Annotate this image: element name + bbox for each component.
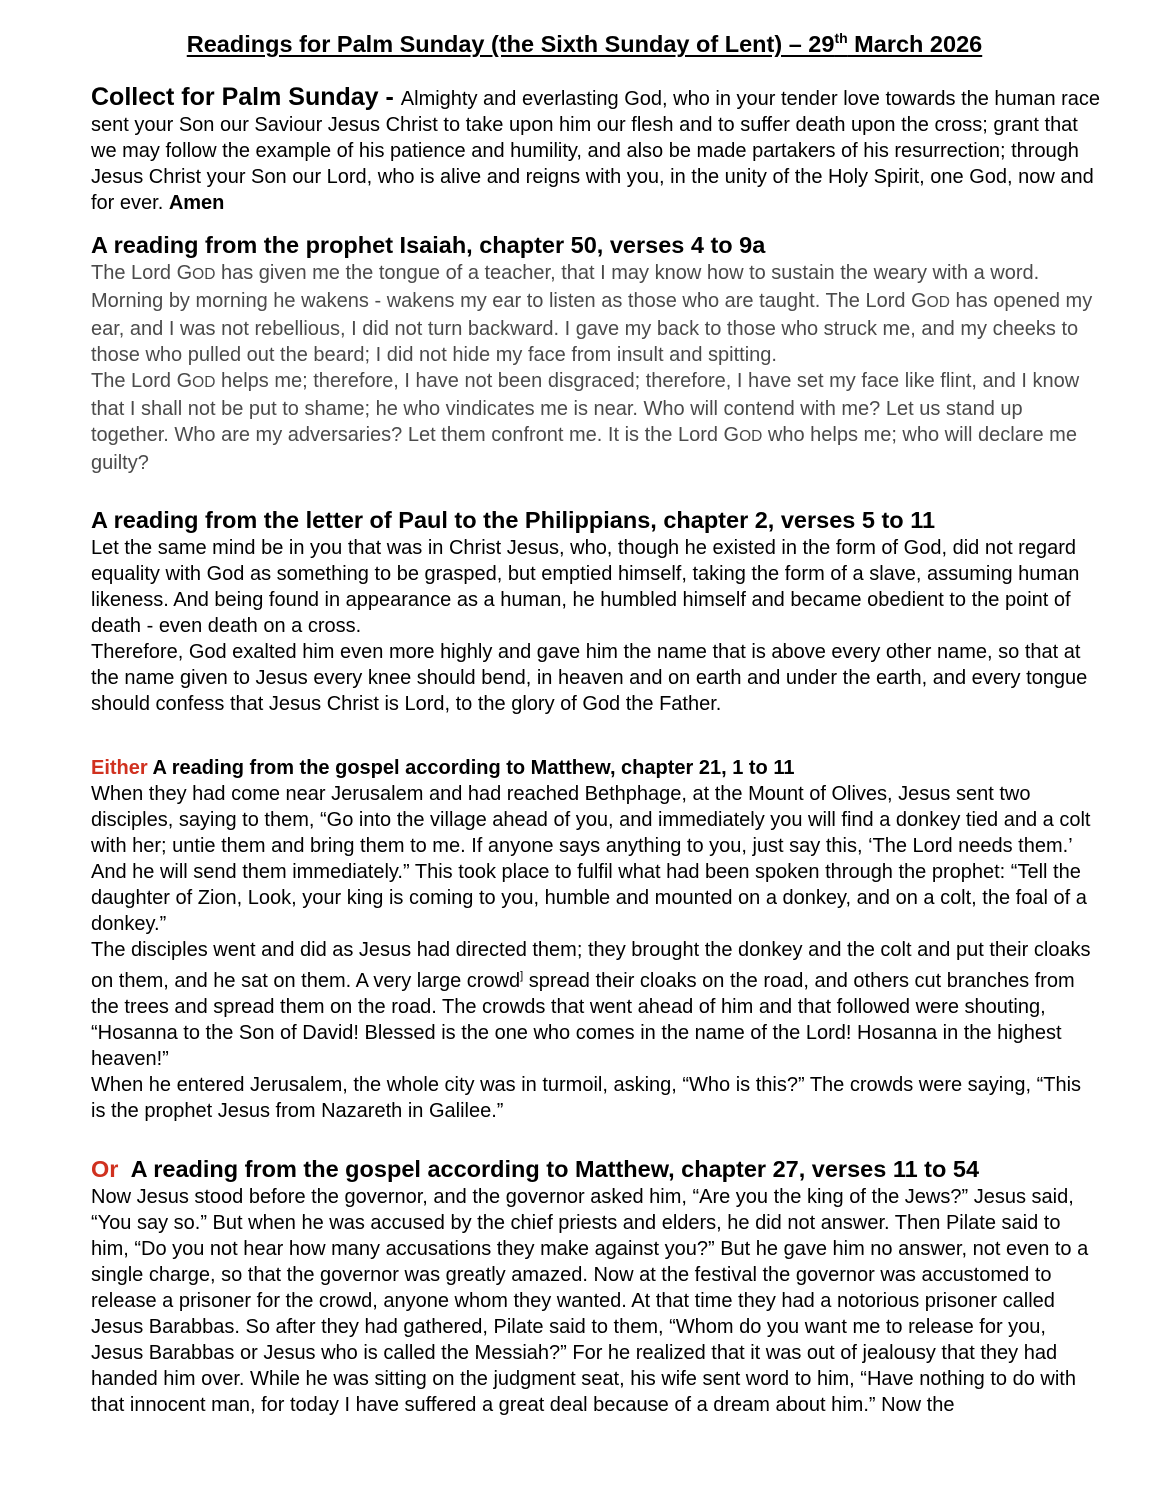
- god-smallcaps: OD: [739, 428, 763, 445]
- philippians-heading: A reading from the letter of Paul to the Philippians, chapter 2, verses 5 to 11: [91, 507, 936, 533]
- matthew21-heading: [91, 755, 1101, 781]
- matthew21-paragraph-1: When they had come near Jerusalem and had reached Bethphage, at the Mount of Olives, Jesus sent two disciples, saying to them, “Go into the village ahead of you, and immediately you will find a donkey tied and a colt with her; untie them and bring them to me. If anyone says anything to you, just say this, ‘The Lord needs them.’ And he will send them immediately.” This took place to fulfil what had been spoken through the prophet: “Tell the daughter of Zion, Look, your king is coming to you, humble and mounted on a donkey, and on a colt, the foal of a donkey.”: [91, 783, 1091, 935]
- isaiah-text: has given me the tongue of a teacher, that I may know how to sustain the weary with a word. Morning by morning he wakens - wakens my ear to listen as those who are taught. The: [91, 262, 1040, 312]
- isaiah-paragraph-1: [91, 260, 1101, 368]
- either-label: Either: [91, 757, 148, 779]
- isaiah-section: [91, 230, 1101, 476]
- philippians-paragraph-1: Let the same mind be in you that was in Christ Jesus, who, though he existed in the form of God, did not regard equality with God as something to be grasped, but emptied himself, taking the form of a slave, assuming human likeness. And being found in appearance as a human, he humbled himself and became obedient to the point of death - even death on a cross.: [91, 537, 1080, 637]
- or-label: Or: [91, 1156, 119, 1182]
- lord-text: Lord G: [677, 424, 740, 446]
- matthew27-paragraph-1: Now Jesus stood before the governor, and the governor asked him, “Are you the king of the Jews?” Jesus said, “You say so.” But when he was accused by the chief priests and elders, he did not answer. Then Pilate said to him, “Do you not hear how many accusations they make against you?” But he gave him no answer, not even to a single charge, so that the governor was greatly amazed. Now at the festival the governor was accustomed to release a prisoner for the crowd, anyone whom they wanted. At that time they had a notorious prisoner called Jesus Barabbas. So after they had gathered, Pilate said to them, “Whom do you want me to release for you, Jesus Barabbas or Jesus who is called the Messiah?” For he realized that it was out of jealousy that they had handed him over. While he was sitting on the judgment seat, his wife sent word to him, “Have nothing to do with that innocent man, for today I have suffered a great deal because of a dream about him.” Now the: [91, 1186, 1089, 1416]
- collect-paragraph: [91, 84, 1101, 216]
- lord-text: Lord G: [865, 290, 927, 312]
- readings-content: [91, 84, 1101, 1418]
- footnote-mark: ]: [520, 970, 524, 982]
- matthew21-section: [91, 755, 1101, 1124]
- collect-text: Almighty and everlasting God, who in your tender love towards the human race sent your Son our Saviour Jesus Christ to take upon him our flesh and to suffer death upon the cross; grant that we may follow the example of his patience and humility, and also be made partakers of his resurrection; through Jesus Christ your Son our Lord, who is alive and reigns with you, in the unity of the Holy Spirit, one God, now and for ever.: [91, 88, 1101, 214]
- matthew27-heading: [91, 1154, 1101, 1184]
- matthew27-heading-text: A reading from the gospel according to Matthew, chapter 27, verses 11 to 54: [118, 1156, 980, 1182]
- isaiah-text: who helps me; who will declare me guilty?: [91, 424, 1077, 474]
- title-text: Readings for Palm Sunday (the Sixth Sunday of Lent) – 29: [186, 30, 835, 57]
- isaiah-paragraph-2: [91, 368, 1101, 476]
- god-smallcaps: OD: [926, 294, 950, 311]
- lord-text: The Lord G: [91, 262, 193, 284]
- collect-heading: Collect for Palm Sunday -: [91, 83, 401, 111]
- title-superscript: th: [834, 30, 848, 46]
- matthew21-heading-text: A reading from the gospel according to Matthew, chapter 21, 1 to 11: [147, 757, 795, 779]
- god-smallcaps: OD: [192, 266, 216, 283]
- isaiah-text: has opened my ear, and I was not rebellious, I did not turn backward. I gave my back to those who struck me, and my cheeks to those who pulled out the beard; I did not hide my face from insult and spitting.: [91, 290, 1093, 366]
- collect-amen: Amen: [168, 192, 225, 214]
- matthew27-section: [91, 1154, 1101, 1418]
- isaiah-text: helps me; therefore, I have not been disgraced; therefore, I have set my face like flint, and I know that I shall not be put to shame; he who vindicates me is near. Who will contend with me? Let us stand up together. Who are my adversaries? Let them confront me. It is the: [91, 370, 1080, 446]
- matthew21-paragraph-2: [91, 937, 1101, 1072]
- matthew21-paragraph-3: When he entered Jerusalem, the whole city was in turmoil, asking, “Who is this?” The crowds were saying, “This is the prophet Jesus from Nazareth in Galilee.”: [91, 1074, 1082, 1122]
- matthew21-text: spread their cloaks on the road, and others cut branches from the trees and spread them on the road. The crowds that went ahead of him and that followed were shouting, “Hosanna to the Son of David! Blessed is the one who comes in the name of the Lord! Hosanna in the highest heaven!”: [91, 970, 1075, 1070]
- philippians-paragraph-2: Therefore, God exalted him even more highly and gave him the name that is above every other name, so that at the name given to Jesus every knee should bend, in heaven and on earth and under the earth, and every tongue should confess that Jesus Christ is Lord, to the glory of God the Father.: [91, 641, 1088, 715]
- god-smallcaps: OD: [192, 374, 216, 391]
- title-date: March 2026: [847, 30, 983, 57]
- isaiah-heading: A reading from the prophet Isaiah, chapter 50, verses 4 to 9a: [91, 232, 766, 258]
- lord-text: The Lord G: [91, 370, 193, 392]
- philippians-section: [91, 505, 1101, 717]
- page-title: [0, 30, 1169, 58]
- matthew21-text: The disciples went and did as Jesus had directed them; they brought the donkey and the colt and put their cloaks on them, and he sat on them. A very large crowd: [91, 939, 1091, 992]
